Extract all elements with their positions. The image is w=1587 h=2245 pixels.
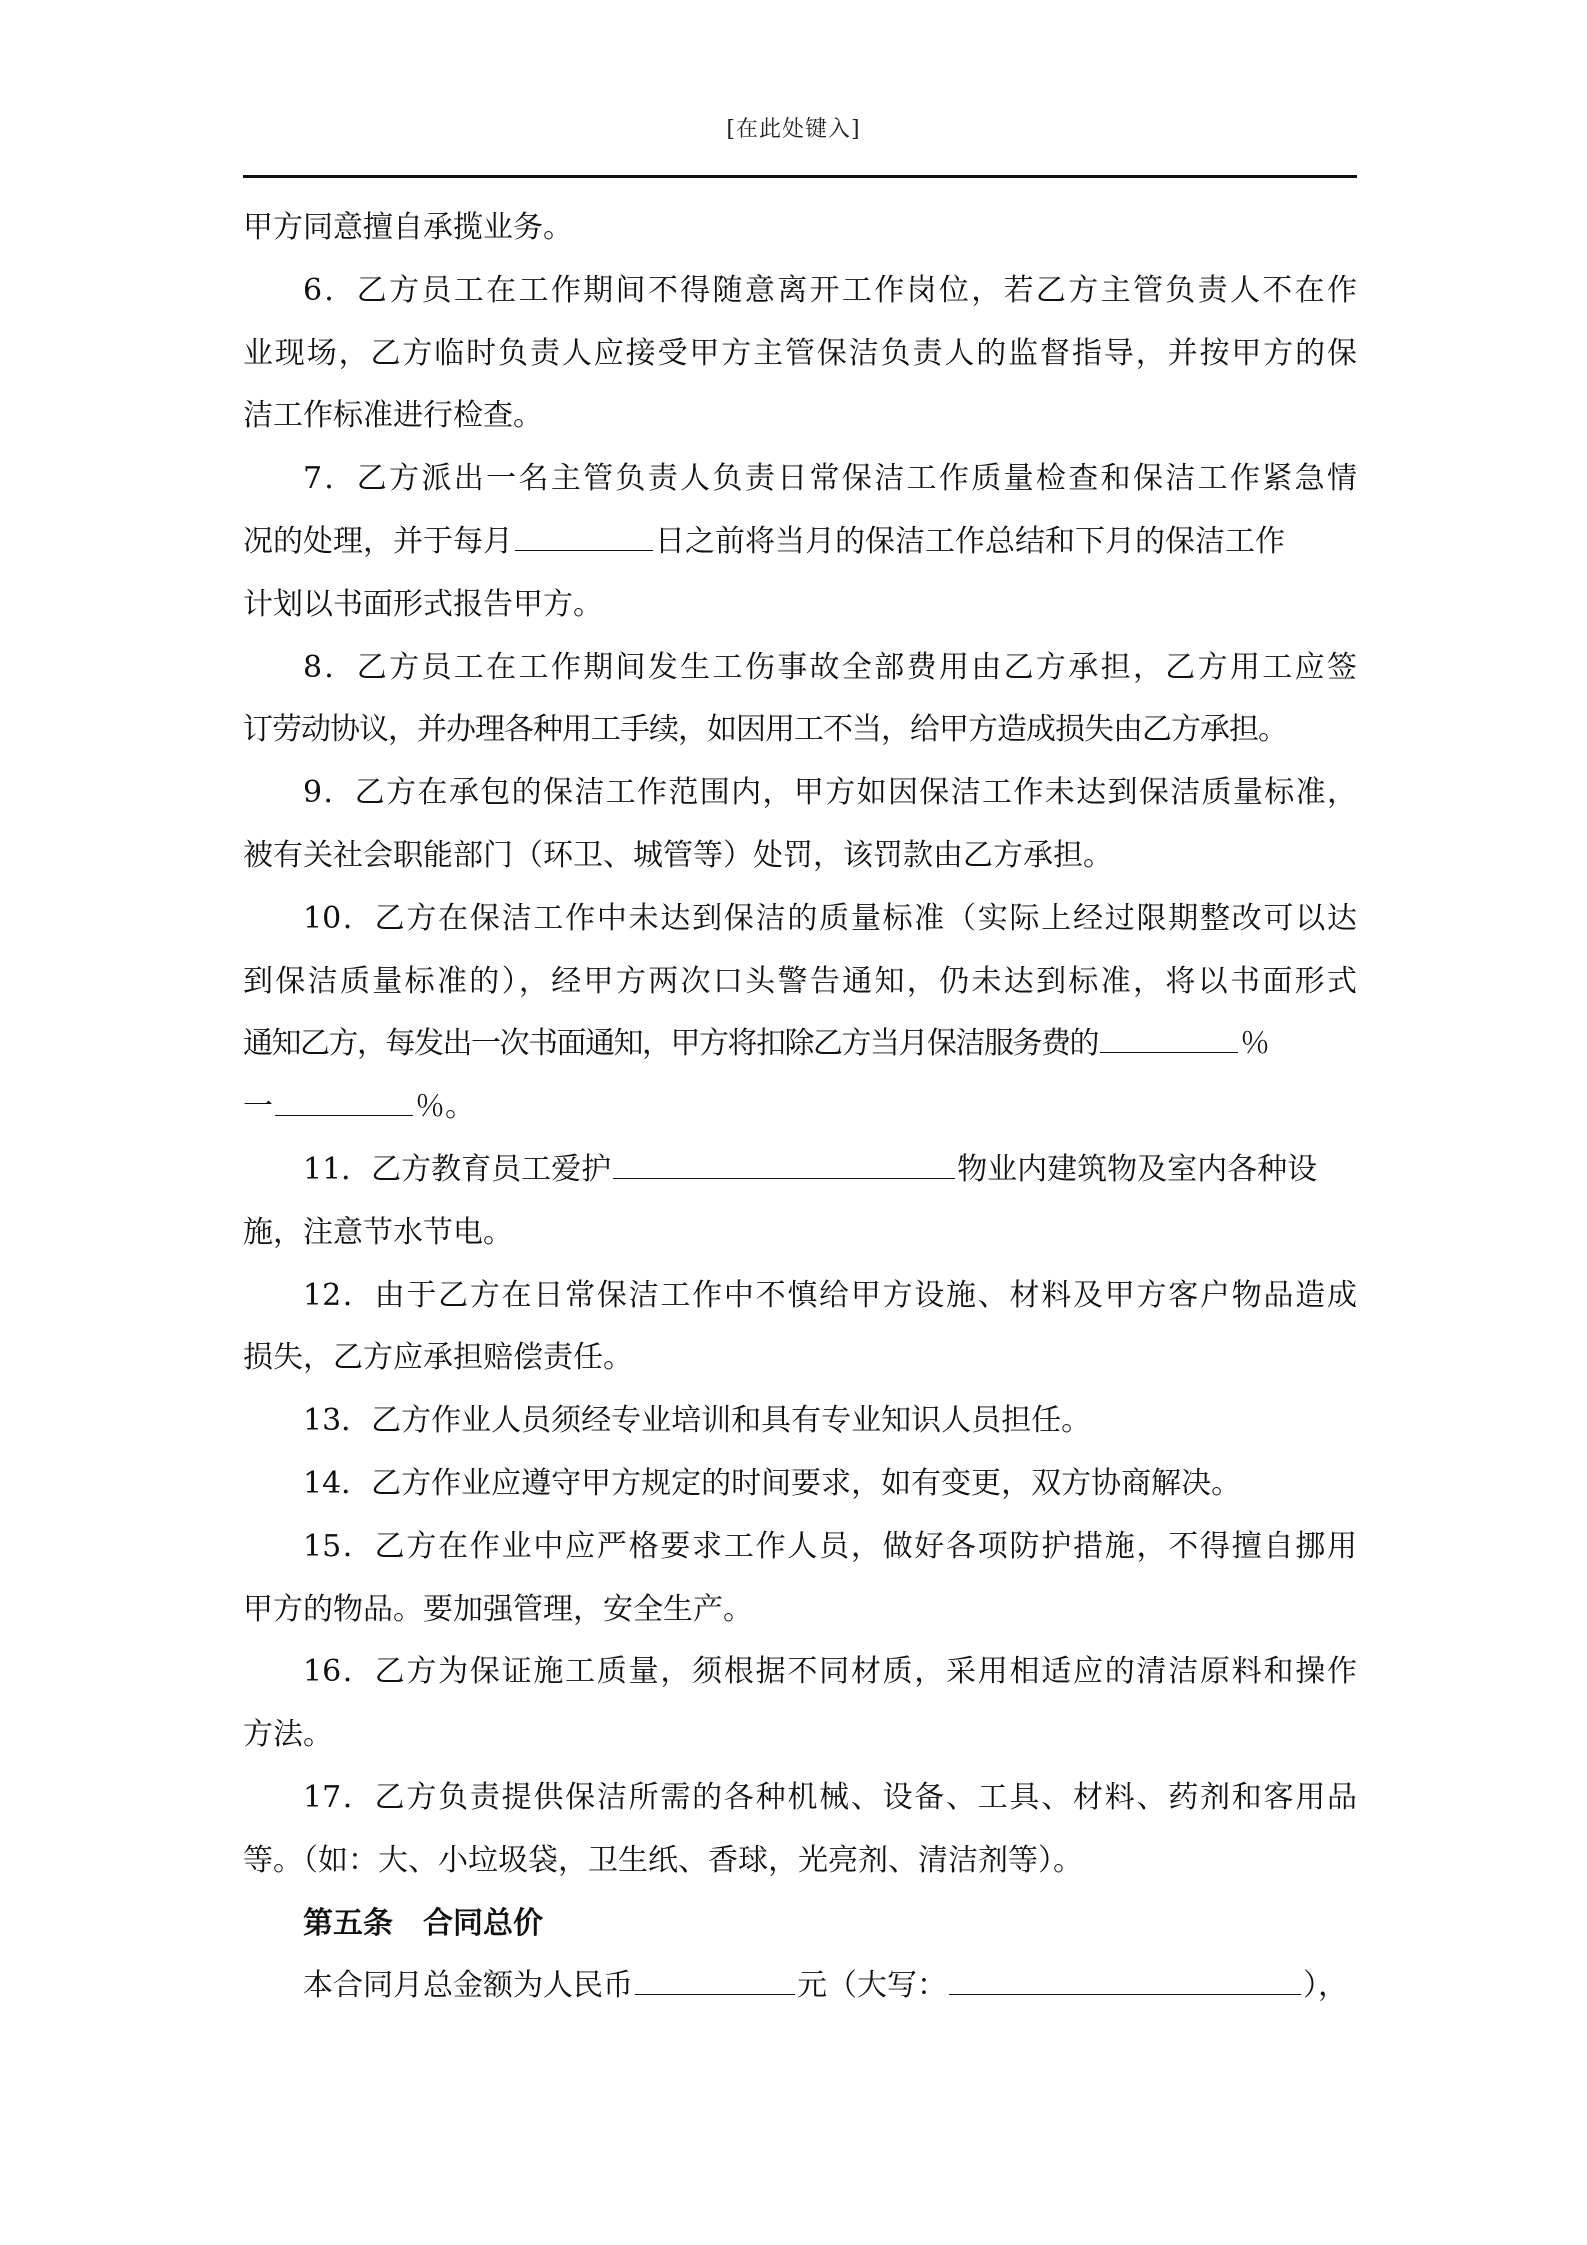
clause-11-line-1 xyxy=(243,1139,1357,1202)
clause-7-text-a: 况的处理，并于每月 xyxy=(243,523,513,559)
clause-17-line-1: 17．乙方负责提供保洁所需的各种机械、设备、工具、材料、药剂和客用品 xyxy=(303,1779,1357,1815)
clause-9-line-2: 被有关社会职能部门（环卫、城管等）处罚，该罚款由乙方承担。 xyxy=(243,837,1113,873)
paragraph-5-tail: 甲方同意擅自承揽业务。 xyxy=(243,210,573,245)
clause-7-text-b: 日之前将当月的保洁工作总结和下月的保洁工作 xyxy=(655,523,1285,559)
page-header-placeholder[interactable]: [在此处键入] xyxy=(726,117,861,142)
clause-8-line-2: 订劳动协议，并办理各种用工手续，如因用工不当，给甲方造成损失由乙方承担。 xyxy=(243,712,1287,748)
clause-14: 14．乙方作业应遵守甲方规定的时间要求，如有变更，双方协商解决。 xyxy=(303,1465,1242,1501)
clause-13: 13．乙方作业人员须经专业培训和具有专业知识人员担任。 xyxy=(303,1403,1092,1439)
section-5-text-a: 本合同月总金额为人民币 xyxy=(303,1968,633,2004)
section-5-text-b: 元（大写： xyxy=(797,1968,947,2004)
clause-15-line-2: 甲方的物品。要加强管理，安全生产。 xyxy=(243,1591,753,1627)
clause-15-line-1: 15．乙方在作业中应严格要求工作人员，做好各项防护措施，不得擅自挪用 xyxy=(303,1528,1357,1564)
clause-10-line-2: 到保洁质量标准的），经甲方两次口头警告通知，仍未达到标准，将以书面形式 xyxy=(243,963,1357,999)
clause-10-percent-sign: ％ xyxy=(1240,1026,1269,1062)
clause-11-text-b: 物业内建筑物及室内各种设 xyxy=(957,1151,1318,1187)
monthly-report-day-blank[interactable] xyxy=(515,520,653,551)
property-name-blank[interactable] xyxy=(613,1148,955,1179)
clause-16-line-1: 16．乙方为保证施工质量，须根据不同材质，采用相适应的清洁原料和操作 xyxy=(303,1654,1357,1690)
clause-16-line-2: 方法。 xyxy=(243,1717,333,1753)
monthly-amount-blank[interactable] xyxy=(635,1964,795,1995)
document-body xyxy=(243,197,1357,2018)
clause-10-dash: 一 xyxy=(243,1089,273,1125)
clause-6-line-3: 洁工作标准进行检查。 xyxy=(243,398,543,434)
amount-in-words-blank[interactable] xyxy=(949,1964,1301,1995)
clause-6-line-2: 业现场，乙方临时负责人应接受甲方主管保洁负责人的监督指导，并按甲方的保 xyxy=(243,335,1357,371)
clause-7-line-2 xyxy=(243,511,1357,574)
header-divider xyxy=(243,175,1357,178)
deduction-min-percent-blank[interactable] xyxy=(1100,1022,1238,1053)
clause-10-text-a: 通知乙方，每发出一次书面通知，甲方将扣除乙方当月保洁服务费的 xyxy=(243,1026,1098,1062)
clause-11-text-a: 11．乙方教育员工爱护 xyxy=(303,1151,612,1187)
clause-8-line-1: 8．乙方员工在工作期间发生工伤事故全部费用由乙方承担，乙方用工应签 xyxy=(303,649,1357,685)
clause-7-line-3: 计划以书面形式报告甲方。 xyxy=(243,586,603,622)
clause-12-line-1: 12．由于乙方在日常保洁工作中不慎给甲方设施、材料及甲方客户物品造成 xyxy=(303,1277,1357,1313)
clause-9-line-1: 9．乙方在承包的保洁工作范围内，甲方如因保洁工作未达到保洁质量标准， xyxy=(303,775,1357,811)
deduction-max-percent-blank[interactable] xyxy=(275,1085,413,1116)
clause-7-line-1: 7．乙方派出一名主管负责人负责日常保洁工作质量检查和保洁工作紧急情 xyxy=(303,461,1357,497)
clause-10-line-3 xyxy=(243,1013,1357,1076)
clause-11-line-2: 施，注意节水节电。 xyxy=(243,1214,513,1250)
section-5-text-c: ）， xyxy=(1303,1968,1348,2004)
clause-10-line-4 xyxy=(243,1076,1357,1139)
clause-10-line-1: 10．乙方在保洁工作中未达到保洁的质量标准（实际上经过限期整改可以达 xyxy=(303,900,1357,936)
clause-17-line-2: 等。（如：大、小垃圾袋，卫生纸、香球，光亮剂、清洁剂等）。 xyxy=(243,1842,1083,1878)
section-5-line-1 xyxy=(243,1955,1357,2018)
clause-10-percent-sign-2: ％。 xyxy=(415,1089,475,1125)
clause-6-line-1: 6．乙方员工在工作期间不得随意离开工作岗位，若乙方主管负责人不在作 xyxy=(303,272,1357,308)
section-5-heading: 第五条 合同总价 xyxy=(303,1905,543,1941)
clause-12-line-2: 损失，乙方应承担赔偿责任。 xyxy=(243,1340,633,1376)
